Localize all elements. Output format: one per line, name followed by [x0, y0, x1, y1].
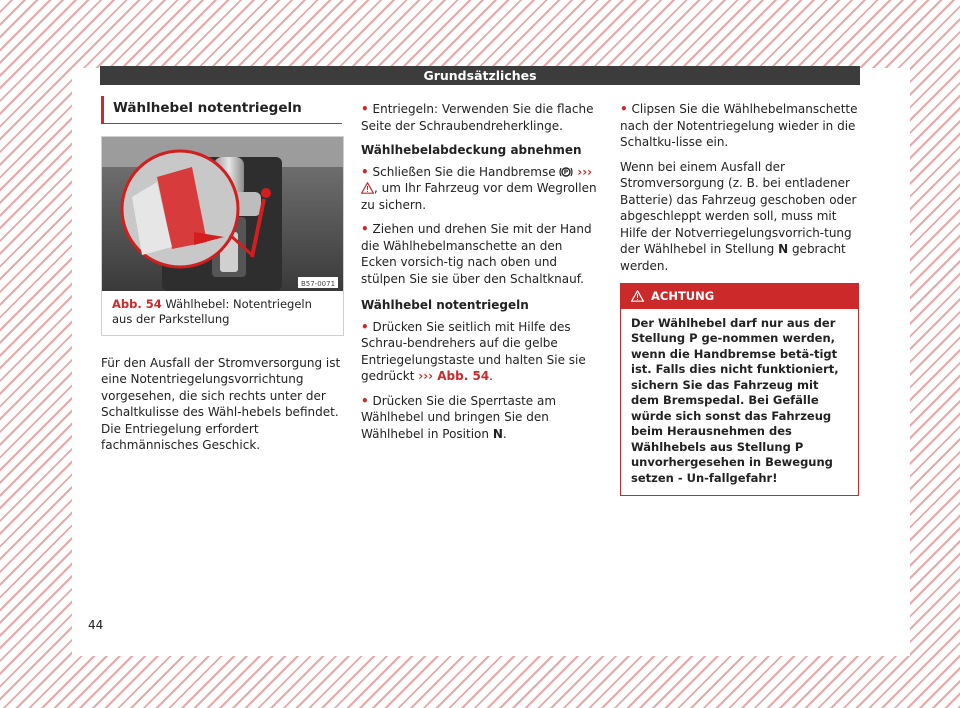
figure-54: [101, 136, 344, 336]
caption-label: Abb. 54: [112, 296, 162, 311]
bullet-icon: •: [620, 102, 628, 116]
figure-reference-link[interactable]: ››› Abb. 54: [418, 369, 490, 383]
bullet-icon: •: [361, 319, 369, 334]
column-1: [101, 96, 342, 462]
list-item: [361, 101, 601, 134]
column-3: [620, 101, 859, 496]
list-item-text: Drücken Sie die Sperrtaste am Wählhebel und bringen Sie den Wählhebel in Position: [361, 393, 557, 441]
warning-text: Der Wählhebel darf nur aus der Stellung P ge-nommen werden, wenn die Handbremse betä-tigt ist. Falls dies nicht funktioniert, sichern Sie das Fahrzeug mit dem Bremspedal. Bei Gefälle würde sich sonst das Fahrzeug beim Herausnehmen des Wählhebels aus Stellung P unvorhergesehen in Bewegung setzen - Un-fallgefahr!: [631, 315, 839, 485]
list-item: [361, 221, 601, 287]
gear-position: N: [778, 242, 789, 256]
page-header: Grundsätzliches: [100, 66, 860, 85]
column-2: [361, 101, 601, 450]
bullet-icon: •: [361, 102, 369, 116]
gear-position: N: [492, 426, 503, 441]
list-item-text: , um Ihr Fahrzeug vor dem Wegrollen zu sichern.: [361, 181, 597, 212]
page-number: 44: [88, 618, 104, 632]
warning-box: [620, 283, 859, 496]
info-paragraph: [620, 159, 859, 275]
warning-triangle-icon: [631, 290, 644, 302]
list-item-text: Schließen Sie die Handbremse: [372, 164, 556, 179]
subheading-remove-cover: Wählhebelabdeckung abnehmen: [361, 143, 582, 157]
reference-arrows[interactable]: ›››: [577, 164, 593, 179]
list-item-text: .: [489, 369, 493, 383]
caption-text: Wählhebel: Notentriegeln aus der Parkstellung: [112, 296, 312, 326]
warning-header: [621, 284, 858, 309]
list-item-text: Drücken Sie seitlich mit Hilfe des Schrau-bendrehers auf die gelbe Entriegelungstaste und halten Sie sie gedrückt: [361, 319, 586, 383]
bullet-icon: •: [361, 222, 369, 236]
list-item-text: Clipsen Sie die Wählhebelmanschette nach der Notentriegelung wieder in die Schaltku-lisse ein.: [620, 102, 858, 149]
section-title: Wählhebel notentriegeln: [101, 96, 342, 124]
paragraph-text: Wenn bei einem Ausfall der Stromversorgung (z. B. bei entladener Batterie) das Fahrzeug geschoben oder abgeschleppt werden soll, muss mit Hilfe der Notverriegelungsvorrich-tung der Wählhebel in Stellung: [620, 159, 857, 256]
list-item-text: Ziehen und drehen Sie mit der Hand die Wählhebelmanschette an den Ecken vorsich-tig nach oben und stülpen Sie sie über den Schaltknauf.: [361, 222, 592, 286]
bullet-icon: •: [361, 164, 369, 179]
photo-code: B57-0071: [300, 279, 336, 288]
gear-lever-photo: [102, 137, 343, 291]
warning-title: ACHTUNG: [651, 289, 715, 303]
list-item-text: Entriegeln: Verwenden Sie die flache Seite der Schraubendreherklinge.: [361, 102, 594, 133]
list-item: [620, 101, 859, 151]
handbrake-icon: [559, 166, 573, 178]
list-item: [361, 164, 601, 214]
list-item: [361, 319, 601, 385]
paragraph-text: gebracht werden.: [620, 242, 846, 273]
bullet-icon: •: [361, 393, 369, 408]
intro-paragraph: Für den Ausfall der Stromversorgung ist eine Notentriegelungsvorrichtung vorgesehen, die sich rechts unter der Schaltkulisse des Wähl-hebels befindet. Die Entriegelung erfordert fachmännisches Geschick.: [101, 355, 341, 452]
list-item-text: .: [502, 426, 507, 441]
list-item: [361, 393, 601, 443]
figure-caption: [102, 291, 343, 335]
svg-text:P: P: [564, 168, 569, 176]
subheading-emergency-release: Wählhebel notentriegeln: [361, 298, 529, 312]
warning-triangle-icon: [361, 182, 374, 194]
